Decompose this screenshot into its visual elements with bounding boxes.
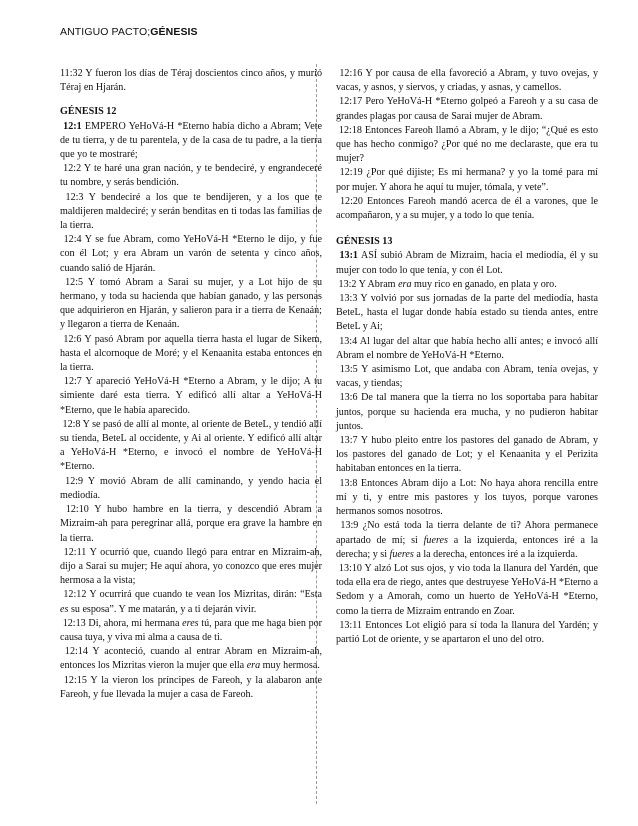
verse-number: 12:18 xyxy=(336,124,362,136)
verse-text: Y volvió por sus jornadas de la parte del mediodía, hasta BeteL, hasta el lugar donde había estado su tienda antes, entre BeteL y Ai; xyxy=(336,293,599,333)
verse-text: tú, para que me haga bien por causa tuya, y viva mi alma a causa de ti. xyxy=(60,617,323,643)
verse-number: 12:9 xyxy=(60,475,84,487)
verse xyxy=(60,333,322,376)
verse xyxy=(60,546,322,589)
verse xyxy=(336,363,598,391)
verse-text: Y fueron los días de Téraj doscientos cinco años, y murió Téraj en Hjarán. xyxy=(60,68,322,94)
verse xyxy=(60,233,322,276)
verse xyxy=(60,674,322,702)
verse-number: 12:15 xyxy=(60,674,87,686)
verse-number: 12:17 xyxy=(336,96,363,108)
verse-number: 13:8 xyxy=(336,477,358,489)
verse-text-italic: eres xyxy=(182,617,199,629)
verse-text-italic: fueres xyxy=(389,548,414,560)
chapter-title-13: GÉNESIS 13 xyxy=(336,236,393,248)
verse-text: Y ocurrirá que cuando te vean los Mizritas, dirán: “Esta xyxy=(86,589,323,601)
verse xyxy=(336,519,598,562)
verse-text: Y por causa de ella favoreció a Abram, y tuvo ovejas, y vacas, y asnos, y siervos, y criadas, y asnas, y camellos. xyxy=(336,68,598,94)
verse-text: Al lugar del altar que había hecho allí antes; e invocó allí Abram el nombre de YeHoVá-H *Eterno. xyxy=(336,335,598,361)
verse-text: Di, ahora, mi hermana xyxy=(85,617,183,629)
verse-number: 11:32 xyxy=(60,68,83,79)
verse-text: Y se pasó de allí al monte, al oriente de BeteL, y tendió allí su tienda, BeteL al occidente, y Ai al oriente. Y edificó allí altar a YeHoVá-H *Eterno, e invocó el nombre de YeHoVá-H *Eterno. xyxy=(60,418,322,473)
verse-text: ¿Por qué dijiste; Es mi hermana? y yo la tomé para mí por mujer. Y ahora he aquí tu mujer, tómala, y vete”. xyxy=(336,167,598,193)
verse xyxy=(336,95,598,123)
header-book: ANTIGUO PACTO; xyxy=(60,26,151,38)
running-header xyxy=(60,26,198,38)
verse-number: 13:9 xyxy=(336,520,359,532)
verse xyxy=(336,67,598,95)
verse-text: Y asimismo Lot, que andaba con Abram, tenía ovejas, y vacas, y tiendas; xyxy=(336,364,598,390)
verse xyxy=(336,166,598,194)
verse-number: 12:16 xyxy=(336,68,363,79)
chapter-title-12: GÉNESIS 12 xyxy=(60,106,117,118)
header-section: GÉNESIS xyxy=(150,26,198,38)
verse-text-italic: fueres xyxy=(423,534,448,546)
verse xyxy=(60,588,322,616)
verse-text: Y bendeciré a los que te bendijeren, y a los que te maldijeren maldeciré; y serán benditas en ti todas las familias de la tierra. xyxy=(60,191,323,232)
verse-number: 13:11 xyxy=(336,619,362,631)
verse xyxy=(60,503,322,546)
verse-text: Y se fue Abram, como YeHoVá-H *Eterno le dijo, y fue con él Lot; y era Abram un varón de setenta y cinco años, cuando salió de Hjarán. xyxy=(60,234,323,274)
verse-text: ¿No está toda la tierra delante de ti? Ahora permanece apartado de mí; si xyxy=(336,520,598,546)
verse xyxy=(336,619,598,647)
verse-text-italic: es xyxy=(60,603,69,615)
verse-text: muy rico en ganado, en plata y oro. xyxy=(411,278,557,290)
verse-text: Entonces Abram dijo a Lot: No haya ahora rencilla entre mí y ti, y entre mis pastores y los tuyos, porque varones hermanos somos nosotros. xyxy=(336,477,599,518)
verse-text: muy hermosa. xyxy=(260,660,320,672)
verse xyxy=(60,120,322,163)
verse-number: 12:10 xyxy=(60,504,89,516)
verse-number: 13:1 xyxy=(336,250,358,262)
verse-text: Pero YeHoVá-H *Eterno golpeó a Fareoh y a su casa de grandes plagas por causa de Sarai mujer de Abram. xyxy=(336,96,599,122)
verse-text: Y apareció YeHoVá-H *Eterno a Abram, y le dijo; A tu simiente daré esta tierra. Y edificó allí altar a YeHoVá-H *Eterno, que le había aparecido. xyxy=(60,376,322,416)
verse xyxy=(336,195,598,223)
verse xyxy=(336,292,598,335)
verse-text: Entonces Fareoh llamó a Abram, y le dijo; “¿Qué es esto que has hecho conmigo? ¿Por qué no me declaraste, que era tu mujer? xyxy=(336,124,599,165)
verse-text-italic: era xyxy=(398,278,412,290)
chapter-12-verses-continued xyxy=(336,67,598,223)
verse-number: 12:20 xyxy=(336,195,363,207)
verse-text: Y aconteció, cuando al entrar Abram en Mizraim-ah, entonces los Mizritas vieron la mujer que ella xyxy=(60,646,323,672)
verse xyxy=(336,249,598,277)
left-column xyxy=(60,67,322,702)
verse-number: 13:6 xyxy=(336,392,358,404)
verse-text: a la derecha, entonces iré a la izquierda. xyxy=(413,548,578,560)
verse xyxy=(60,375,322,418)
verse-text: a la izquierda, entonces iré a la derecha; y si xyxy=(336,534,598,560)
verse-text: su esposa”. Y me matarán, y a ti dejarán vivir. xyxy=(68,603,257,615)
verse-number: 12:6 xyxy=(60,333,82,345)
verse-text: Y alzó Lot sus ojos, y vio toda la llanura del Yardén, que toda ella era de riego, antes que destruyese YeHoVá-H *Eterno a Sedom y a Amorah, como un huerto de YeHoVá-H *Eterno, como la tierra de Mizraim entrando en Zoar. xyxy=(336,562,598,617)
verse-number: 13:2 xyxy=(336,278,357,290)
verse-number: 13:7 xyxy=(336,435,358,447)
verse-text: Y te haré una gran nación, y te bendeciré, y engrandeceré tu nombre, y serás bendición. xyxy=(60,163,323,189)
verse-number: 12:2 xyxy=(60,163,82,175)
verse xyxy=(60,418,322,475)
verse xyxy=(60,645,322,673)
verse xyxy=(336,278,598,292)
verse xyxy=(60,276,322,333)
verse xyxy=(336,562,598,619)
verse xyxy=(336,434,598,477)
verse-text: Y ocurrió que, cuando llegó para entrar en Mizraim-ah, dijo a Sarai su mujer; He aquí ahora, yo conozco que eres mujer hermosa a la vista; xyxy=(60,546,322,587)
verse-number: 12:7 xyxy=(60,376,82,388)
verse-text: Y hubo pleito entre los pastores del ganado de Abram, y los pastores del ganado de Lot; y el Kenaanita y el Perizita habitaban entonces en la tierra. xyxy=(336,435,598,475)
verse-number: 12:3 xyxy=(60,191,84,203)
chapter-12-verses xyxy=(60,120,322,702)
verse xyxy=(60,191,322,234)
verse-text-italic: era xyxy=(246,660,261,672)
verse-text: Y hubo hambre en la tierra, y descendió Abram a Mizraim-ah para peregrinar allá, porque era grave la hambre en la tierra. xyxy=(60,504,322,544)
verse-number: 12:12 xyxy=(60,589,87,601)
verse xyxy=(60,475,322,503)
verse-number: 12:11 xyxy=(60,546,87,558)
verse xyxy=(336,335,598,363)
verse-number: 13:4 xyxy=(336,335,358,347)
verse-number: 12:14 xyxy=(60,646,88,658)
verse-text: Y movió Abram de allí caminando, y yendo hacia el mediodía. xyxy=(60,475,323,501)
verse-text: Y pasó Abram por aquella tierra hasta el lugar de Sikem, hasta el alcornoque de Moré; y el Kenaanita estaba entonces en la tierra. xyxy=(60,333,322,374)
verse-text: EMPERO YeHoVá-H *Eterno había dicho a Abram; Vete de tu tierra, y de tu parentela, y de la casa de tu padre, a la tierra que yo te mostraré; xyxy=(60,120,322,161)
chapter-13-verses xyxy=(336,249,598,647)
verse-text: Entonces Fareoh mandó acerca de él a varones, que le acompañaron, y a su mujer, y a todo lo que tenía. xyxy=(336,195,599,222)
verse-number: 12:13 xyxy=(60,617,86,629)
verse-number: 12:8 xyxy=(60,418,81,430)
verse xyxy=(60,617,322,645)
verse-intro xyxy=(60,67,322,95)
verse-text: De tal manera que la tierra no los soportaba para habitar juntos, porque su hacienda era mucha, y no pudieron habitar juntos. xyxy=(336,392,598,432)
verse-number: 13:5 xyxy=(336,364,358,376)
verse xyxy=(336,477,598,520)
verse-number: 12:1 xyxy=(60,120,82,132)
verse-number: 13:3 xyxy=(336,293,358,305)
verse-text: Y tomó Abram a Sarai su mujer, y a Lot hijo de su hermano, y toda su hacienda que habían ganado, y las personas que adquirieron en Hjarán, y salieron para ir a tierra de Kenaán; y llegaron a tierra de Kenaán. xyxy=(60,276,323,331)
verse-number: 13:10 xyxy=(336,562,362,574)
verse-text: ASÍ subió Abram de Mizraim, hacia el mediodía, él y su mujer con todo lo que tenía, y con él Lot. xyxy=(336,250,598,276)
verse xyxy=(60,162,322,190)
right-column xyxy=(336,67,598,647)
verse xyxy=(336,124,598,167)
verse-number: 12:5 xyxy=(60,276,84,288)
verse-text: Entonces Lot eligió para sí toda la llanura del Yardén; y partió Lot de oriente, y se apartaron el uno del otro. xyxy=(336,619,598,645)
verse xyxy=(336,391,598,434)
verse-number: 12:4 xyxy=(60,234,82,246)
verse-number: 12:19 xyxy=(336,167,363,179)
verse-text: Y Abram xyxy=(356,278,399,290)
verse-text: Y la vieron los príncipes de Fareoh, y la alabaron ante Fareoh, y fue llevada la mujer a casa de Fareoh. xyxy=(60,674,323,700)
